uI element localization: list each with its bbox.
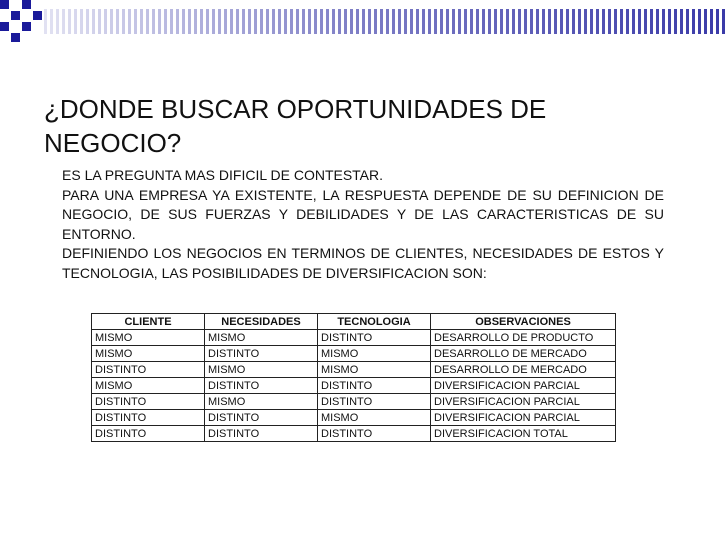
table-row	[92, 346, 616, 362]
header-tecnologia: TECNOLOGIA	[318, 314, 431, 330]
table-cell: DIVERSIFICACION PARCIAL	[431, 378, 616, 394]
table-row	[92, 362, 616, 378]
header-cliente: CLIENTE	[92, 314, 205, 330]
table-row	[92, 394, 616, 410]
table-cell: DISTINTO	[318, 426, 431, 442]
table-cell: DISTINTO	[318, 394, 431, 410]
table-row	[92, 426, 616, 442]
table-cell: DISTINTO	[92, 410, 205, 426]
table-cell: MISMO	[205, 362, 318, 378]
table-row	[92, 410, 616, 426]
table-cell: MISMO	[205, 330, 318, 346]
header-necesidades: NECESIDADES	[205, 314, 318, 330]
table-cell: DIVERSIFICACION TOTAL	[431, 426, 616, 442]
table-row	[92, 378, 616, 394]
table-cell: MISMO	[318, 362, 431, 378]
table-cell: DISTINTO	[92, 362, 205, 378]
table-cell: DESARROLLO DE PRODUCTO	[431, 330, 616, 346]
table-cell: MISMO	[318, 410, 431, 426]
table-cell: DISTINTO	[205, 410, 318, 426]
header-observaciones: OBSERVACIONES	[431, 314, 616, 330]
table-row	[92, 330, 616, 346]
table-cell: DISTINTO	[318, 330, 431, 346]
table-cell: MISMO	[92, 378, 205, 394]
table-cell: DISTINTO	[205, 426, 318, 442]
paragraph: PARA UNA EMPRESA YA EXISTENTE, LA RESPUESTA DEPENDE DE SU DEFINICION DE NEGOCIO, DE SUS FUERZAS Y DEBILIDADES Y DE LAS CARACTERISTICAS DE SU ENTORNO.	[62, 186, 664, 242]
paragraph: ES LA PREGUNTA MAS DIFICIL DE CONTESTAR.	[62, 167, 384, 183]
table-cell: DIVERSIFICACION PARCIAL	[431, 394, 616, 410]
decorative-stripe-bar	[44, 9, 728, 34]
body-text	[62, 166, 664, 283]
table-cell: MISMO	[92, 330, 205, 346]
table-cell: DISTINTO	[205, 378, 318, 394]
table-cell: DISTINTO	[92, 394, 205, 410]
table-cell: DESARROLLO DE MERCADO	[431, 362, 616, 378]
table-cell: DESARROLLO DE MERCADO	[431, 346, 616, 362]
table-cell: MISMO	[318, 346, 431, 362]
diversification-table	[91, 313, 616, 442]
table-cell: MISMO	[205, 394, 318, 410]
paragraph: DEFINIENDO LOS NEGOCIOS EN TERMINOS DE CLIENTES, NECESIDADES DE ESTOS Y TECNOLOGIA, LAS POSIBILIDADES DE DIVERSIFICACION SON:	[62, 245, 664, 281]
slide-title: ¿DONDE BUSCAR OPORTUNIDADES DE NEGOCIO?	[44, 94, 547, 158]
table-header-row	[92, 314, 616, 330]
table-cell: DISTINTO	[318, 378, 431, 394]
table-cell: MISMO	[92, 346, 205, 362]
table-cell: DISTINTO	[205, 346, 318, 362]
table-cell: DIVERSIFICACION PARCIAL	[431, 410, 616, 426]
table-cell: DISTINTO	[92, 426, 205, 442]
